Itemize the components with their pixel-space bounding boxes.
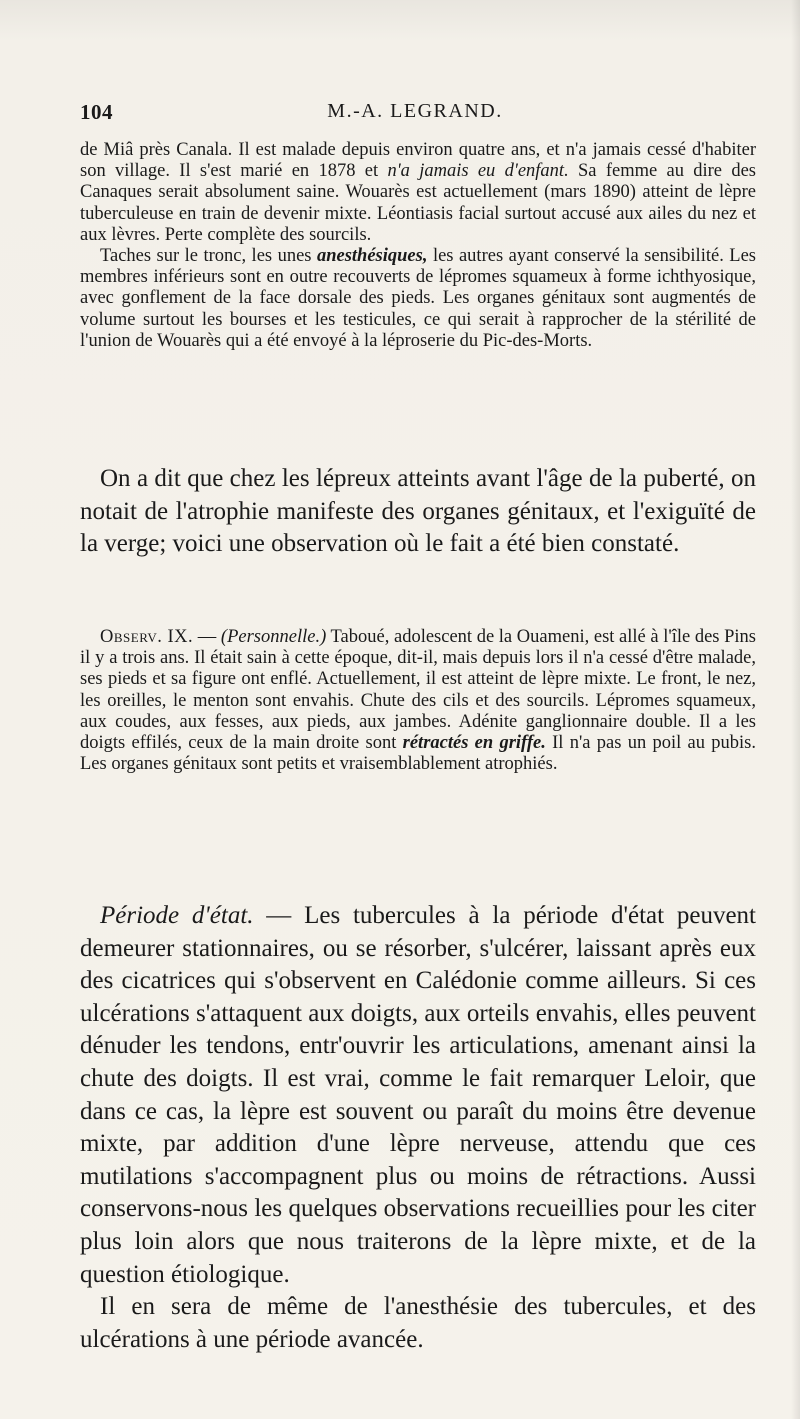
- body-text-puberty: [80, 463, 756, 561]
- observation-ix: [80, 627, 756, 775]
- page-header: [80, 100, 750, 130]
- observation-label: Observ. IX.: [100, 627, 194, 647]
- paragraph-puberty: On a dit que chez les lépreux atteints avant l'âge de la puberté, on notait de l'atrophie manifeste des organes génitaux, et l'exiguïté de la verge; voici une observation où le fait a été bien constaté.: [80, 465, 756, 558]
- text-run: —: [193, 627, 221, 647]
- italic-run: anesthésiques,: [316, 246, 428, 267]
- page-number: 104: [80, 100, 113, 124]
- text-run: Taboué, adolescent de la Ouameni, est allé à l'île des Pins il y a trois ans. Il était sain à cette époque, dit-il, mais depuis lors il n'a cessé d'être malade, ses pieds et sa figure ont enflé. Actuellement, il est atteint de lèpre mixte. Le front, le nez, les oreilles, le menton sont envahis. Chute des cils et des sourcils. Lépromes squameux, aux coudes, aux fesses, aux pieds, aux jambes. Adénite ganglionnaire double. Il a les doigts effilés, ceux de la main droite sont: [80, 627, 757, 754]
- section-lead: Période d'état.: [100, 902, 254, 929]
- paragraph-periode-etat: [80, 900, 756, 1291]
- text-run: Les tubercules à la période d'état peuvent demeurer stationnaires, ou se résorber, s'ulcérer, laissant après eux des cicatrices qui s'observent en Calédonie comme ailleurs. Si ces ulcérations s'attaquent aux doigts, aux orteils envahis, elles peuvent dénuder les tendons, entr'ouvrir les articulations, amenant ainsi la chute des doigts. Il est vrai, comme le fait remarquer Leloir, que dans ce cas, la lèpre est souvent ou paraît du moins être devenue mixte, par addition d'une lèpre nerveuse, attendu que ces mutilations s'accompagnent plus ou moins de rétractions. Aussi conservons-nous les quelques observations recueillies pour les citer plus loin alors que nous traiterons de la lèpre mixte, et de la question étiologique.: [80, 902, 756, 1288]
- observation-qualifier: (Personnelle.): [220, 627, 327, 647]
- italic-run: rétractés en griffe.: [402, 733, 546, 754]
- text-run: les autres ayant conservé la sensibilité. Les membres inférieurs sont en outre recouverts de lépromes squameux à forme ichthyosique, avec gonflement de la face dorsale des pieds. Les organes génitaux sont augmentés de volume surtout les bourses et les testicules, ce qui serait à rapprocher de la stérilité de l'union de Wouarès qui a été envoyé à la léproserie du Pic-des-Morts.: [80, 246, 756, 351]
- text-run: de Miâ près Canala. Il est malade depuis environ quatre ans, et n'a jamais cessé d'habiter son village. Il s'est marié en 1878 et: [80, 140, 756, 182]
- paragraph-observation: [80, 627, 756, 775]
- paragraph-taches: [80, 246, 756, 352]
- text-run: —: [253, 902, 305, 929]
- page-edge-shadow: [791, 0, 800, 1419]
- text-run: Sa femme au dire des Canaques serait absolument saine. Wouarès est actuellement (mars 1890) atteint de lèpre tuberculeuse en train de devenir mixte. Léontiasis facial surtout accusé aux ailes du nez et aux lèvres. Perte complète des sourcils.: [80, 161, 756, 245]
- italic-run: n'a jamais eu d'enfant.: [387, 161, 569, 182]
- text-run: Taches sur le tronc, les unes: [100, 246, 317, 267]
- case-text-top: [80, 140, 756, 352]
- text-run: Il n'a pas un poil au pubis. Les organes génitaux sont petits et vraisemblablement atrophiés.: [80, 733, 756, 775]
- running-head: M.-A. LEGRAND.: [327, 100, 503, 122]
- paragraph-case-continuation: [80, 140, 756, 246]
- paragraph-anesthesie: Il en sera de même de l'anesthésie des tubercules, et des ulcérations à une période avancée.: [80, 1293, 756, 1353]
- body-text-periode: [80, 900, 756, 1356]
